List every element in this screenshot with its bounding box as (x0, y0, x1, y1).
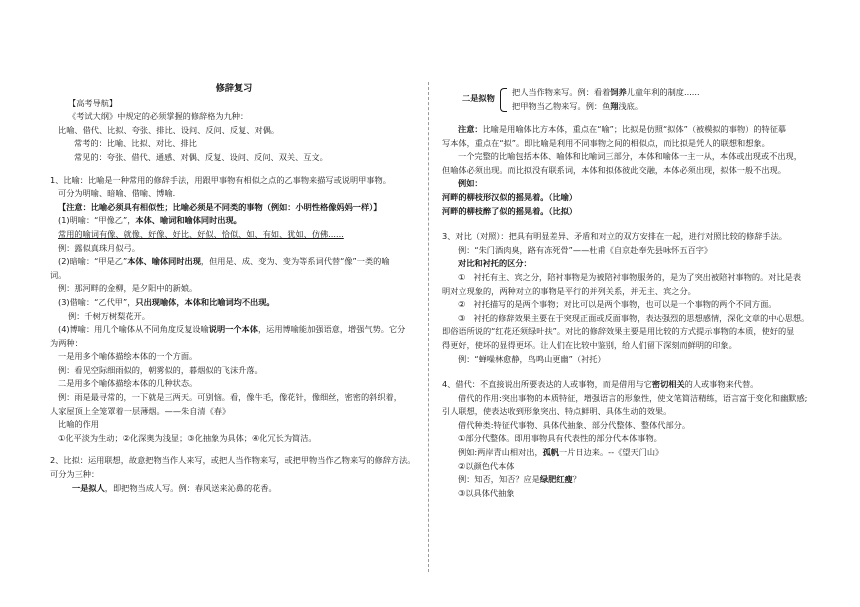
mingyu-words: 常用的喻词有像、就像、好像、好比、好似、恰似、如、有如、犹如、仿佛...... (58, 228, 344, 239)
section-4-function: 借代的作用:突出事物的本质特征，增强语言的形象性，使文笔简洁精练，语言富于变化和幽默感; (458, 392, 808, 403)
outline-list: 比喻、借代、比拟、夸张、排比、设问、反问、反复、对偶。 (58, 124, 280, 135)
anyu-label: (2)暗喻：“甲是乙” (58, 256, 128, 267)
section-4-heading-key: 密切相关 (651, 379, 685, 390)
note-text: 比喻是用喻体比方本体，重点在“喻”；比拟是仿照“拟体”（被模拟的事物）的特征摹 (482, 124, 787, 134)
niren-detail: ，即把物当成人写。例：春风送来沁鼻的花香。 (104, 482, 277, 493)
section-3-example-2: 例：“蝉噪林愈静，鸟鸣山更幽”（衬托） (458, 353, 606, 364)
kind-2-example-text: 例：知否，知否？应是 (458, 474, 540, 485)
niwu-block (442, 86, 808, 114)
page-title: 修辞复习 (215, 83, 253, 94)
contrast-diff-heading: 对比和衬托的区分： (458, 258, 532, 269)
kind-2-example (442, 473, 808, 487)
boyu-type-2-example-cont: 人家屋顶上全笼罩着一层薄烟。——朱自清《春》 (50, 405, 231, 416)
note-line-1 (442, 123, 808, 137)
niwu-item-2-key: 翔 (610, 100, 619, 111)
outline-line: 《考试大纲》中规定的必须掌握的修辞格为九种： (68, 111, 249, 122)
example-personification: 河畔的柳枝醉了似的摇晃着。（比拟） (442, 205, 578, 216)
seen-types: 常见的：夸张、借代、通感、对偶、反复、设问、反问、双关、互文。 (74, 151, 328, 162)
niwu-label: 二是拟物 (462, 93, 495, 103)
boyu-line-cont: 为两种： (50, 337, 83, 348)
boyu-line (50, 323, 418, 337)
function-heading: 比喻的作用 (58, 419, 99, 430)
boyu-type-1: 一是用多个喻体描绘本体的一个方面。 (58, 351, 198, 362)
section-1-note: 【注意：比喻必须具有相似性；比喻必须是不同类的事物（例如：小明性格像妈妈一样）】 (58, 201, 382, 212)
anyu-detail: ，但用是、成、变为、变为等系词代替“像”一类的喻 (200, 256, 390, 267)
guide-heading: 【高考导航】 (68, 97, 118, 108)
section-4-kinds: 借代种类:特征代事物、具体代抽象、部分代整体、整体代部分。 (458, 419, 691, 430)
niwu-item-1-key: 饲养 (610, 87, 627, 97)
note-line-3: 一个完整的比喻包括本体、喻体和比喻词三部分，本体和喻体一主一从，本体或出现或不出现， (458, 151, 802, 162)
section-4-function-cont: 引人联想，使表达收到形象突出、特点鲜明、具体生动的效果。 (442, 406, 672, 417)
kind-2-example-rest: ？ (572, 474, 581, 485)
jieyu-label: (3)借喻：“乙代甲”， (58, 296, 136, 307)
niwu-item-2-rest: 浅底。 (618, 100, 644, 111)
diff-3-cont-2: 得更好，使坏的显得更坏。让人们在比较中鉴别，给人们留下深刻而鲜明的印象。 (442, 339, 737, 350)
example-heading: 例如： (458, 178, 483, 189)
anyu-example: 例：那河畔的金柳，是夕阳中的新娘。 (58, 283, 198, 294)
diff-1: ① 衬托有主、宾之分，陪衬事物是为被陪衬事物服务的，是为了突出被陪衬事物的。对比是表 (458, 271, 802, 282)
mingyu-example: 例：露似真珠月似弓。 (58, 242, 140, 253)
kind-1-example-rest: 一片日边来。--《望天门山》 (559, 447, 664, 458)
niwu-item-1 (512, 86, 808, 100)
mingyu-line (50, 214, 418, 228)
boyu-type-2: 二是用多个喻体描绘本体的几种状态。 (58, 378, 198, 389)
jieyu-example: 例：千树万树梨花开。 (68, 310, 150, 321)
right-column (442, 86, 808, 500)
diff-1-cont: 明对立现象的，两种对立的事物是平行的并列关系，并无主、宾之分。 (442, 285, 696, 296)
kind-3: ③以具体代抽象 (458, 487, 515, 498)
niwu-item-2 (512, 100, 808, 114)
kind-2: ②以颜色代本体 (458, 460, 515, 471)
niwu-item-2-text: 把甲物当乙物来写。例：鱼 (512, 100, 611, 111)
section-3-heading: 3、对比（对照）：把具有明显差异、矛盾和对立的双方安排在一起，进行对照比较的修辞手法。 (442, 231, 787, 242)
anyu-line (50, 255, 418, 269)
section-1-heading: 1、比喻：比喻是一种常用的修辞手法，用跟甲事物有相似之点的乙事物来描写或说明甲事物。 (50, 174, 391, 185)
boyu-detail: ，运用博喻能加强语意，增强气势。它分 (257, 324, 406, 335)
section-2-heading-cont: 可分为三种： (50, 469, 100, 480)
section-3-example: 例：“朱门酒肉臭，路有冻死骨”——杜甫《自京赴奉先县咏怀五百字》 (458, 244, 713, 255)
diff-2: ② 衬托描写的是两个事物；对比可以是两个事物，也可以是一个事物的两个不同方面。 (458, 299, 777, 310)
left-column (50, 82, 418, 495)
note-line-4: 但喻体必须出现。而比拟没有联系词，本体和拟体彼此交融，本体必须出现，拟体一般不出现。 (442, 164, 786, 175)
boyu-label: (4)博喻：用几个喻体从不同角度反复设喻 (58, 324, 209, 335)
kind-1-example-text: 例如:两岸青山相对出， (458, 447, 543, 458)
niwu-item-1-rest: 儿童年利的制度...... (626, 87, 700, 97)
section-4-heading (442, 378, 808, 392)
example-simile: 河畔的柳枝形汉似的摇晃着。（比喻） (442, 191, 578, 202)
section-4-heading-rest: 的人或事物来代替。 (684, 379, 759, 390)
niwu-item-1-text: 把人当作物来写。例：看着 (512, 87, 611, 97)
jieyu-rule: 只出现喻体，本体和比喻词均不出现。 (135, 296, 275, 307)
kind-1-example (442, 446, 808, 460)
common-types: 常考的：比喻、比拟、对比、排比 (74, 138, 197, 149)
anyu-rule: 本体、喻体同时出现 (127, 256, 201, 267)
diff-3: ③ 衬托的修辞效果主要在于突现正面或反面事物，表达强烈的思想感情，深化文章的中心思想。 (458, 312, 810, 323)
note-line-2: 写本体，重点在“拟”。即比喻是利用不同事物之间的相似点，而比拟是凭人的联想和想象。 (442, 137, 770, 148)
jieyu-line (50, 296, 418, 310)
section-1-types: 可分为明喻、暗喻、借喻、博喻. (58, 188, 176, 199)
diff-3-cont: 即俗语所说的“红花还须绿叶扶”。对比的修辞效果主要是用比较的方式提示事物的本质，使好的显 (442, 326, 795, 337)
boyu-rule: 说明一个本体 (208, 324, 258, 335)
mingyu-rule: 本体、喻词和喻体同时出现。 (135, 215, 242, 226)
niren-label: 一是拟人 (72, 482, 105, 493)
kind-1-example-key: 孤帆 (542, 447, 560, 458)
kind-1: ①部分代整体。即用事物具有代表性的部分代本体事物。 (458, 433, 662, 444)
section-2-heading: 2、比拟：运用联想，故意把物当作人来写，或把人当作物来写，或把甲物当作乙物来写的修辞方法。 (50, 455, 416, 466)
section-4-heading-text: 4、借代：不直接说出所要表达的人或事物，而是借用与它 (442, 379, 652, 390)
boyu-type-2-example: 例：雨是最寻常的，一下就是三两天。可别恼。看，像牛毛，像花针，像细丝，密密的斜织着， (58, 392, 402, 403)
anyu-line-cont: 词。 (50, 269, 67, 280)
column-divider (428, 82, 429, 572)
niren-line (50, 482, 418, 496)
kind-2-example-key: 绿肥红瘦 (539, 474, 573, 485)
note-label: 注意： (458, 124, 483, 134)
niwu-items (462, 86, 808, 113)
boyu-type-1-example: 例：看见空际细雨似的，朝雾似的，暮烟似的飞沫升落。 (58, 364, 263, 375)
mingyu-label: (1)明喻：“甲像乙”， (58, 215, 136, 226)
function-list: ①化平淡为生动；②化深奥为浅显；③化抽象为具体；④化冗长为简洁。 (58, 432, 317, 443)
